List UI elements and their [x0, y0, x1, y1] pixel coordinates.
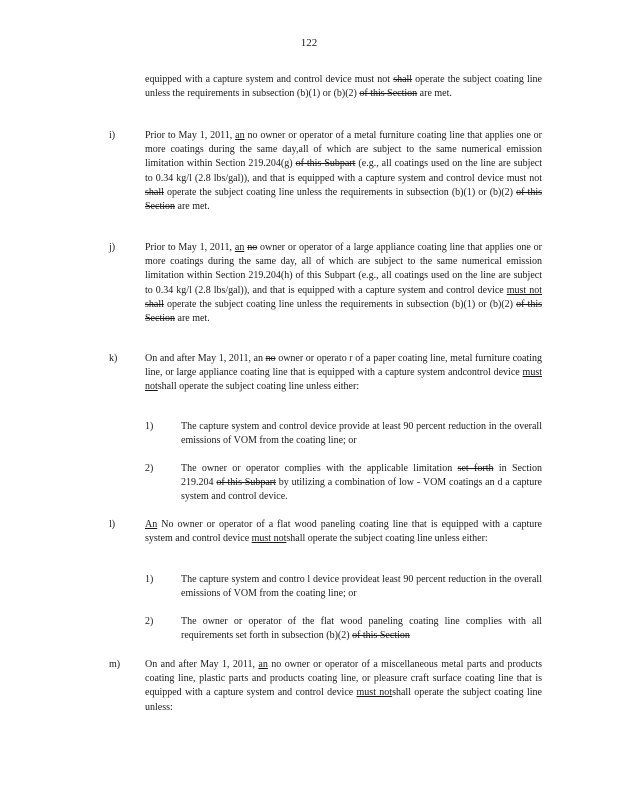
- section-k-item-1: The capture system and control device provide at least 90 percent reduction in the overall emissions of VOM from the coating line; or: [181, 421, 542, 447]
- deleted-text: shall: [145, 186, 164, 198]
- section-j-paragraph: [145, 241, 542, 326]
- intro-paragraph: [145, 73, 542, 101]
- subitem-label: 2): [145, 463, 154, 474]
- inserted-text: an: [235, 130, 245, 141]
- section-i-paragraph: [145, 129, 542, 214]
- section-k-paragraph: [145, 352, 542, 395]
- section-l-item-2: [181, 615, 542, 643]
- text: by utilizing a combination of low - VOM coatings an d a capture system and control device.: [181, 477, 542, 503]
- inserted-text: an: [258, 659, 268, 670]
- deleted-text: no: [265, 353, 276, 364]
- deleted-text: of this Subpart: [295, 158, 356, 170]
- section-label-i: i): [109, 130, 116, 141]
- inserted-text: an: [234, 242, 245, 253]
- text: no owner or operator of a metal furniture coating line that applies one or more coatings during the same day,all of which are subject to the same numerical emission limitation within Section 219.204(g): [145, 130, 542, 170]
- deleted-text: of this Section: [145, 298, 543, 325]
- deleted-text: shall: [393, 74, 413, 85]
- section-label-k: k): [109, 353, 118, 364]
- section-k-item-2: [181, 462, 542, 505]
- subitem-label: 1): [145, 574, 154, 585]
- section-label-j: j): [109, 242, 116, 253]
- section-l-item-1: The capture system and contro l device provideat least 90 percent reduction in the overall emissions of VOM from the coating line; or: [181, 574, 542, 600]
- text: The owner or operator complies with the applicable limitation: [181, 463, 458, 474]
- text: no owner or operator of a miscellaneous metal parts and products coating line, plastic parts and products coating line, or pleasure craft surface coating line that is equipped with a capture system and control device: [145, 659, 542, 699]
- inserted-text: must not: [145, 367, 542, 393]
- text: shall operate the subject coating line unless either:: [157, 381, 360, 393]
- inserted-text: must not: [251, 533, 287, 545]
- text: shall operate the subject coating line unless:: [145, 687, 542, 713]
- inserted-text: must not: [356, 687, 393, 699]
- deleted-text: shall: [145, 298, 164, 310]
- text: equipped with a capture system and control device must not: [145, 74, 394, 85]
- section-l-paragraph: [145, 518, 542, 546]
- text: operate the subject coating line unless the requirements in subsection (b)(1) or (b)(2): [145, 74, 542, 100]
- text: Prior to May 1, 2011,: [145, 130, 236, 141]
- deleted-text: of this Subpart: [216, 477, 276, 489]
- inserted-text: must not: [506, 284, 542, 296]
- text: are met.: [417, 88, 452, 100]
- text: owner or operato r of a paper coating line, metal furniture coating line, or large appliance coating line that is equipped with a capture system andcontrol device: [145, 353, 542, 379]
- deleted-text: of this Section: [145, 186, 543, 213]
- text: are met.: [175, 313, 210, 325]
- inserted-text: An: [145, 519, 158, 530]
- deleted-text: of this Section: [359, 88, 418, 100]
- subitem-label: 1): [145, 421, 154, 432]
- deleted-text: set forth: [457, 463, 494, 474]
- text: operate the subject coating line unless the requirements in subsection (b)(1) or (b)(2): [163, 186, 517, 198]
- section-label-l: l): [109, 519, 116, 530]
- section-m-paragraph: [145, 658, 542, 715]
- page-number: 122: [300, 37, 318, 49]
- text: The owner or operator of the flat wood paneling coating line complies with all requirements set forth in subsection (b)(2): [181, 616, 542, 642]
- text: Prior to May 1, 2011,: [145, 242, 235, 253]
- text: shall operate the subject coating line unless either:: [286, 533, 488, 545]
- subitem-label: 2): [145, 616, 154, 627]
- text: operate the subject coating line unless the requirements in subsection (b)(1) or (b)(2): [163, 298, 517, 310]
- text: (e.g., all coatings used on the line are subject to 0.34 kg/l (2.8 lbs/gal)), and that is equipped with a capture system and control device must not: [145, 158, 542, 184]
- text: On and after May 1, 2011, an: [145, 353, 266, 364]
- section-label-m: m): [109, 659, 121, 670]
- text: On and after May 1, 2011,: [145, 659, 259, 670]
- text: owner or operator of a large appliance coating line that applies one or more coatings during the same day, all of which are subject to the same numerical emission limitation within Section 219.204(h) of this Subpart (e.g., all coatings used on the line are subject to 0.34 kg/l (2.8 lbs/gal)), and that is equipped with a capture system and control device: [145, 242, 543, 296]
- deleted-text: of this Section: [352, 630, 410, 642]
- text: are met.: [175, 201, 210, 213]
- text: in Section 219.204: [181, 463, 542, 489]
- deleted-text: no: [247, 242, 258, 253]
- text: No owner or operator of a flat wood paneling coating line that is equipped with a capture system and control device: [145, 519, 542, 545]
